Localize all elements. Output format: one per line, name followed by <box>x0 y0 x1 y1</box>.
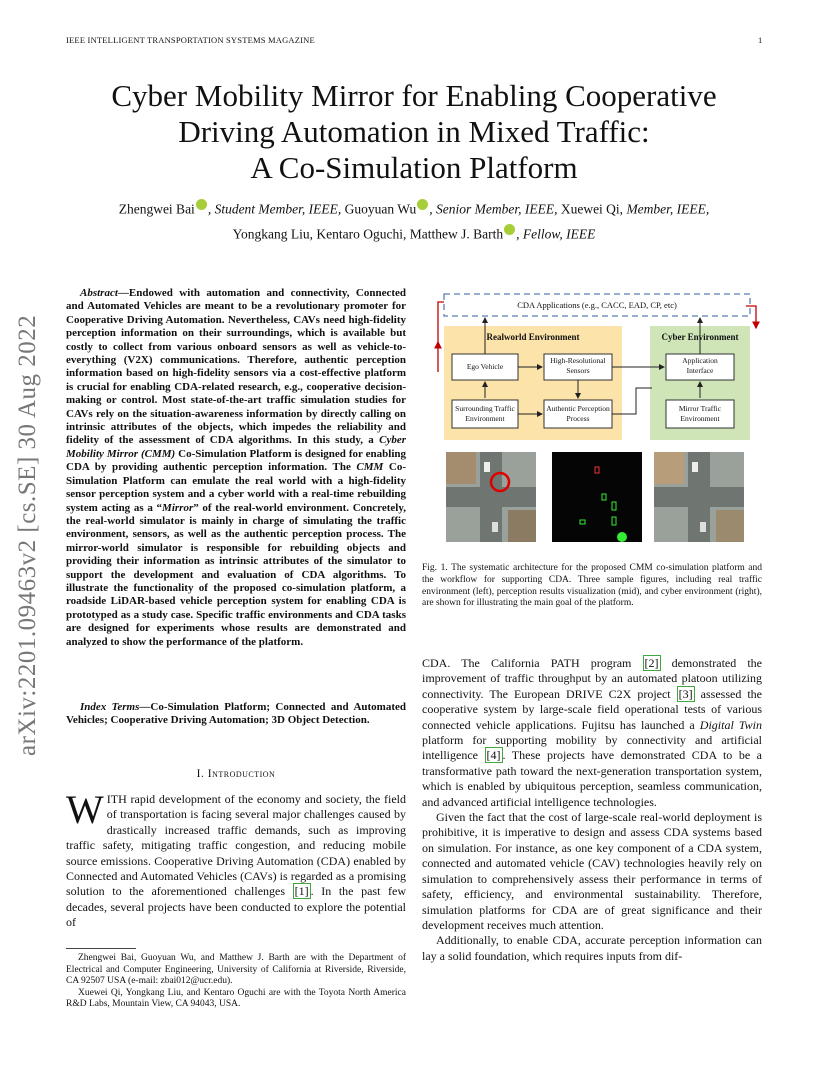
title-line: Cyber Mobility Mirror for Enabling Cooperative <box>111 78 717 113</box>
cda-applications-label: CDA Applications (e.g., CACC, EAD, CP, etc) <box>517 300 677 310</box>
journal-header: IEEE INTELLIGENT TRANSPORTATION SYSTEMS MAGAZINE <box>66 35 315 45</box>
author-name: Zhengwei Bai <box>118 201 195 217</box>
footnotes <box>66 953 406 1011</box>
footnote: Zhengwei Bai, Guoyuan Wu, and Matthew J. Barth are with the Department of Electrical and Computer Engineering, University of California at Riverside, Riverside, CA 92507 USA (e-mail: zbai012@ucr.edu). <box>66 953 406 986</box>
caption-label: Fig. 1. <box>422 563 448 573</box>
cyber-title: Cyber Environment <box>661 332 739 342</box>
body-text: demonstrated the improvement of traffic throughput by an automated platoon utilizing connectivity. The European DRIVE C2X project <box>422 656 763 701</box>
body-text: assessed the cooperative system by large-scale field operational tests of various connected vehicle applications. Fujitsu has launched a <box>422 686 762 732</box>
author-list <box>40 197 788 246</box>
abstract-text: —Endowed with automation and connectivity, Connected and Automated Vehicles are meant to be a revolutionary promoter for Cooperative Driving Automation. Nevertheless, CAVs need high-fidelity perception information on their surroundings, which is available but costly to collect from various onboard sensors as well as vehicle-to-everything (V2X) communications. Therefore, authentic perception information based on high-fidelity sensors via a cost-effective platform is crucial for enabling CDA-related research, e.g., cooperative decision-making or control. Most state-of-the-art traffic simulation studies for CAVs rely on the situation-awareness information by directly calling on intrinsic attributes of the objects, which impedes the reliability and fidelity of the assessment of CDA algorithms. In this study, a <box>66 287 406 447</box>
author-role: , Student Member, IEEE, <box>207 201 342 217</box>
app-interface-label: Application Interface <box>682 356 718 375</box>
authentic-label: Authentic Perception Process <box>546 404 610 423</box>
intro-caps: ITH <box>106 792 127 806</box>
author-name: Xuewei Qi, <box>560 201 624 217</box>
page-number: 1 <box>758 35 763 45</box>
caption-text: The systematic architecture for the proposed CMM co-simulation platform and the workflow for supporting CDA. Three sample figures, including real traffic environment (left), perception results visualization (mid), and cyber environment (right), are shown for illustrating the main goal of the platform. <box>422 563 762 609</box>
ego-vehicle-label: Ego Vehicle <box>466 362 504 371</box>
citation-link[interactable]: [2] <box>644 656 659 670</box>
abstract-text: Co-Simulation Platform can emulate the real world with a high-fidelity sensor perception system and a cyber world with a real-time rebuilding system acting as a “ <box>66 461 406 514</box>
hires-sensors-label: High-Resolutional Sensors <box>550 356 606 375</box>
intro-text: . In the past few decades, several projects have been conducted to explore the potential of <box>66 884 407 930</box>
abstract-label: Abstract <box>80 287 118 299</box>
citation-link[interactable]: [3] <box>678 686 693 701</box>
index-terms-text: —Co-Simulation Platform; Connected and Automated Vehicles; Cooperative Driving Automation; 3D Object Detection. <box>66 701 406 727</box>
body-paragraph: Additionally, to enable CDA, accurate perception information can lay a solid foundation, which requires inputs from dif- <box>422 933 762 963</box>
section-heading <box>66 768 406 780</box>
author-line-1 <box>40 197 788 222</box>
arxiv-stamp: arXiv:2201.09463v2 [cs.SE] 30 Aug 2022 <box>14 314 41 756</box>
intro-paragraph <box>66 787 407 931</box>
body-text: platform for supporting mobility by connectivity and artificial intelligence <box>422 733 762 763</box>
cyber-environment-image <box>654 452 744 542</box>
title-line: Driving Automation in Mixed Traffic: <box>178 114 650 149</box>
intro-text: rapid development of the economy and society, the field of transportation is facing several major challenges caused by drastically increased traffic demands, such as improving traffic safety, mitigating traffic congestion, and reducing mobile source emissions. Cooperative Driving Automation (CDA) enabled by Connected and Automated Vehicles (CAVs) is regarded as a promising solution to the aforementioned challenges <box>66 792 406 899</box>
perception-visualization-image <box>552 452 642 542</box>
index-terms <box>66 701 406 728</box>
paper-title <box>40 78 788 186</box>
body-emph: Digital Twin <box>699 717 762 732</box>
section-number: I. <box>196 768 205 780</box>
abstract <box>66 287 406 649</box>
drop-cap: W <box>66 787 104 832</box>
realworld-title: Realworld Environment <box>486 332 580 342</box>
orcid-icon[interactable] <box>196 199 207 210</box>
author-role: , Senior Member, IEEE, <box>429 201 558 217</box>
author-line-2 <box>40 222 788 247</box>
real-traffic-image <box>446 452 536 542</box>
title-line: A Co-Simulation Platform <box>250 150 578 185</box>
surrounding-label: Surrounding Traffic Environment <box>455 404 515 423</box>
right-column-body <box>422 656 762 964</box>
footnote: Xuewei Qi, Yongkang Liu, and Kentaro Oguchi are with the Toyota North America R&D Labs, Mountain View, CA 94043, USA. <box>66 987 406 1009</box>
citation-link[interactable]: [4] <box>486 748 501 763</box>
abstract-text: ” of the real-world environment. Concretely, the real-world simulator is mainly in charge of simulating the traffic environment, sensors, as well as the authentic perception process. The mirror-world simulator is responsible for rebuilding objects and providing their information as intrinsic attributes of the simulator to support the development and evaluation of CDA algorithms. To illustrate the functionality of the proposed co-simulation platform, a roadside LiDAR-based vehicle perception system for enabling CDA is prototyped as a study case. Specific traffic environments and CDA tasks are designed for experiments whose results are demonstrated and analyzed to show the performance of the platform. <box>66 501 406 648</box>
author-name: Guoyuan Wu <box>344 201 417 217</box>
mirror-label: Mirror Traffic Environment <box>678 404 722 423</box>
orcid-icon[interactable] <box>504 224 515 235</box>
citation-link[interactable]: [1] <box>294 884 309 899</box>
section-title: Introduction <box>207 768 276 780</box>
author-role: , Fellow, IEEE <box>516 226 596 241</box>
abstract-text: Co-Simulation Platform is designed for enabling CDA by providing authentic perception information. The <box>66 447 406 474</box>
body-text: CDA. The California PATH program <box>422 656 643 670</box>
author-role: Member, IEEE, <box>623 201 710 217</box>
abstract-emph: Cyber Mobility Mirror (CMM) <box>66 434 406 460</box>
orcid-icon[interactable] <box>417 199 428 210</box>
footnote-rule <box>66 948 136 949</box>
figure-caption <box>422 563 762 610</box>
body-text: . These projects have demonstrated CDA to be a transformative path toward the next-generation transportation system, which is enabled by ubiquitous perception, seamless communication, and advanced artificial intelligence technologies. <box>422 748 762 809</box>
author-names: Yongkang Liu, Kentaro Oguchi, Matthew J. Barth <box>232 226 504 241</box>
index-terms-label: Index Terms <box>80 701 140 713</box>
abstract-emph: CMM <box>356 461 384 474</box>
figure-1 <box>430 292 770 550</box>
abstract-emph: Mirror <box>162 501 194 514</box>
body-paragraph: Given the fact that the cost of large-scale real-world deployment is prohibitive, it is imperative to design and assess CDA systems based on simulation. For instance, as one key component of a CDA system, connected and automated vehicle (CAV) technologies heavily rely on simulation to comprehensively assess their performance in terms of safety, efficiency, and environmental sustainability. Therefore, simulation platforms for CDA are of great significance and their development receives much attention. <box>422 810 762 932</box>
body-paragraph <box>422 656 762 810</box>
